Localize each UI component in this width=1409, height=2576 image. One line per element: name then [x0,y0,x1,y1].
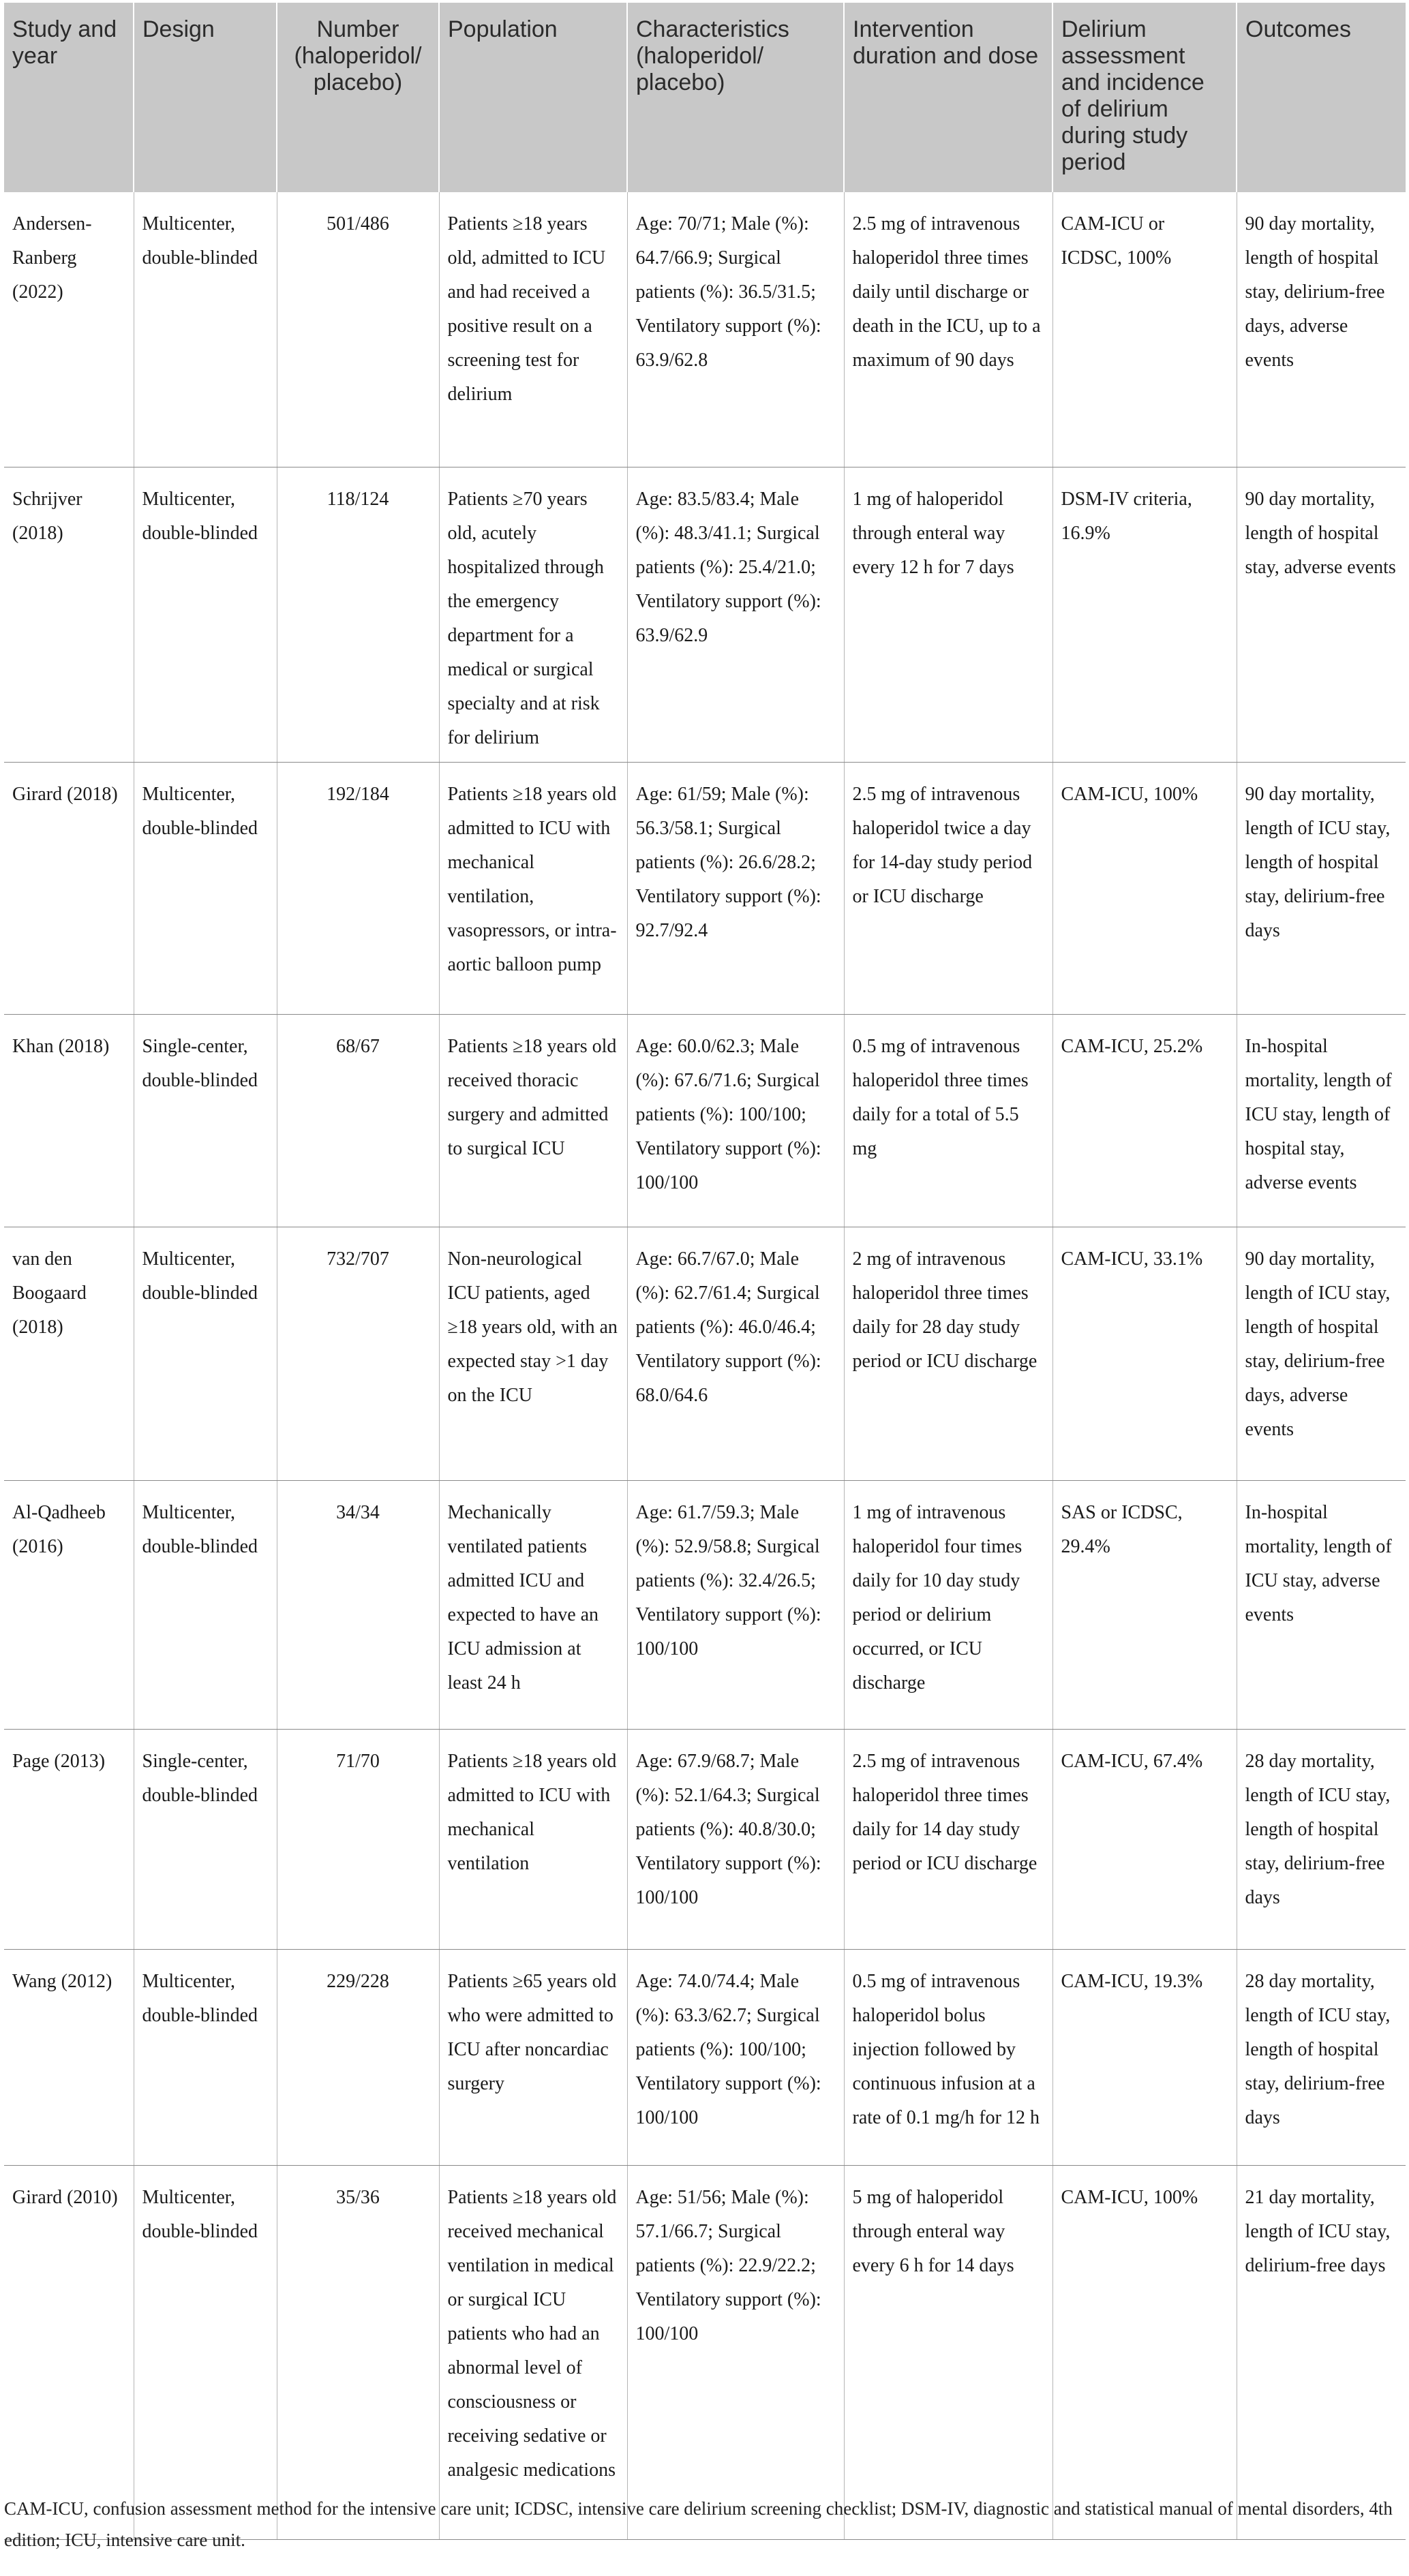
cell-outcomes: 90 day mortality, length of ICU stay, length of hospital stay, delirium-free days [1237,762,1406,1014]
cell-delirium: SAS or ICDSC, 29.4% [1052,1480,1237,1729]
header-characteristics: Characteristics (haloperidol/ placebo) [627,3,844,192]
cell-design: Single-center, double-blinded [134,1014,277,1227]
header-intervention: Intervention duration and dose [844,3,1052,192]
cell-population: Patients ≥18 years old admitted to ICU with mechanical ventilation [439,1729,627,1949]
table-row [4,1729,1406,1949]
cell-number: 71/70 [277,1729,439,1949]
cell-population: Patients ≥70 years old, acutely hospitalized through the emergency department for a medical or surgical specialty and at risk for delirium [439,467,627,762]
cell-population: Patients ≥65 years old who were admitted to ICU after noncardiac surgery [439,1949,627,2165]
cell-outcomes: 28 day mortality, length of ICU stay, length of hospital stay, delirium-free days [1237,1949,1406,2165]
table-row [4,192,1406,467]
cell-population: Patients ≥18 years old received mechanical ventilation in medical or surgical ICU patients who had an abnormal level of consciousness or receiving sedative or analgesic medications [439,2165,627,2539]
table-row [4,467,1406,762]
cell-design: Multicenter, double-blinded [134,762,277,1014]
cell-characteristics: Age: 66.7/67.0; Male (%): 62.7/61.4; Surgical patients (%): 46.0/46.4; Ventilatory support (%): 68.0/64.6 [627,1227,844,1480]
cell-intervention: 2.5 mg of intravenous haloperidol three times daily for 14 day study period or ICU discharge [844,1729,1052,1949]
cell-study: Wang (2012) [4,1949,134,2165]
cell-outcomes: 21 day mortality, length of ICU stay, delirium-free days [1237,2165,1406,2539]
table-row [4,1949,1406,2165]
study-characteristics-table [4,3,1406,2540]
cell-number: 118/124 [277,467,439,762]
cell-study: Andersen-Ranberg (2022) [4,192,134,467]
cell-outcomes: 90 day mortality, length of ICU stay, length of hospital stay, delirium-free days, adverse events [1237,1227,1406,1480]
cell-delirium: DSM-IV criteria, 16.9% [1052,467,1237,762]
cell-delirium: CAM-ICU, 100% [1052,762,1237,1014]
cell-number: 732/707 [277,1227,439,1480]
cell-study: Al-Qadheeb (2016) [4,1480,134,1729]
cell-outcomes: 28 day mortality, length of ICU stay, length of hospital stay, delirium-free days [1237,1729,1406,1949]
cell-characteristics: Age: 61.7/59.3; Male (%): 52.9/58.8; Surgical patients (%): 32.4/26.5; Ventilatory support (%): 100/100 [627,1480,844,1729]
cell-study: Khan (2018) [4,1014,134,1227]
cell-characteristics: Age: 61/59; Male (%): 56.3/58.1; Surgical patients (%): 26.6/28.2; Ventilatory support (%): 92.7/92.4 [627,762,844,1014]
cell-characteristics: Age: 67.9/68.7; Male (%): 52.1/64.3; Surgical patients (%): 40.8/30.0; Ventilatory support (%): 100/100 [627,1729,844,1949]
header-outcomes: Outcomes [1237,3,1406,192]
cell-characteristics: Age: 74.0/74.4; Male (%): 63.3/62.7; Surgical patients (%): 100/100; Ventilatory support (%): 100/100 [627,1949,844,2165]
cell-number: 34/34 [277,1480,439,1729]
cell-design: Multicenter, double-blinded [134,1949,277,2165]
cell-outcomes: In-hospital mortality, length of ICU stay, length of hospital stay, adverse events [1237,1014,1406,1227]
cell-number: 68/67 [277,1014,439,1227]
cell-number: 229/228 [277,1949,439,2165]
cell-number: 192/184 [277,762,439,1014]
cell-delirium: CAM-ICU, 67.4% [1052,1729,1237,1949]
cell-design: Multicenter, double-blinded [134,1480,277,1729]
table-row [4,1227,1406,1480]
cell-characteristics: Age: 51/56; Male (%): 57.1/66.7; Surgical patients (%): 22.9/22.2; Ventilatory support (%): 100/100 [627,2165,844,2539]
cell-intervention: 2.5 mg of intravenous haloperidol three times daily until discharge or death in the ICU, up to a maximum of 90 days [844,192,1052,467]
cell-number: 501/486 [277,192,439,467]
cell-design: Multicenter, double-blinded [134,2165,277,2539]
table-footnote: CAM-ICU, confusion assessment method for the intensive care unit; ICDSC, intensive care delirium screening checklist; DSM-IV, diagnostic and statistical manual of mental disorders, 4th edition; ICU, intensive care unit. [4,2498,1393,2550]
cell-delirium: CAM-ICU, 100% [1052,2165,1237,2539]
table-body [4,192,1406,2539]
cell-study: Page (2013) [4,1729,134,1949]
cell-design: Multicenter, double-blinded [134,467,277,762]
cell-study: Schrijver (2018) [4,467,134,762]
header-design: Design [134,3,277,192]
table-header [4,3,1406,192]
cell-intervention: 1 mg of intravenous haloperidol four times daily for 10 day study period or delirium occurred, or ICU discharge [844,1480,1052,1729]
cell-population: Patients ≥18 years old, admitted to ICU and had received a positive result on a screening test for delirium [439,192,627,467]
cell-characteristics: Age: 60.0/62.3; Male (%): 67.6/71.6; Surgical patients (%): 100/100; Ventilatory support (%): 100/100 [627,1014,844,1227]
table-row [4,1014,1406,1227]
table-row [4,2165,1406,2539]
header-population: Population [439,3,627,192]
cell-intervention: 1 mg of haloperidol through enteral way every 12 h for 7 days [844,467,1052,762]
cell-intervention: 5 mg of haloperidol through enteral way every 6 h for 14 days [844,2165,1052,2539]
cell-intervention: 2 mg of intravenous haloperidol three times daily for 28 day study period or ICU discharge [844,1227,1052,1480]
cell-design: Multicenter, double-blinded [134,192,277,467]
cell-study: Girard (2018) [4,762,134,1014]
cell-characteristics: Age: 83.5/83.4; Male (%): 48.3/41.1; Surgical patients (%): 25.4/21.0; Ventilatory support (%): 63.9/62.9 [627,467,844,762]
cell-characteristics: Age: 70/71; Male (%): 64.7/66.9; Surgical patients (%): 36.5/31.5; Ventilatory support (%): 63.9/62.8 [627,192,844,467]
cell-intervention: 0.5 mg of intravenous haloperidol three times daily for a total of 5.5 mg [844,1014,1052,1227]
cell-delirium: CAM-ICU, 33.1% [1052,1227,1237,1480]
header-number: Number (haloperidol/ placebo) [277,3,439,192]
cell-intervention: 0.5 mg of intravenous haloperidol bolus injection followed by continuous infusion at a rate of 0.1 mg/h for 12 h [844,1949,1052,2165]
cell-intervention: 2.5 mg of intravenous haloperidol twice a day for 14-day study period or ICU discharge [844,762,1052,1014]
cell-design: Single-center, double-blinded [134,1729,277,1949]
cell-outcomes: 90 day mortality, length of hospital stay, delirium-free days, adverse events [1237,192,1406,467]
cell-population: Non-neurological ICU patients, aged ≥18 years old, with an expected stay >1 day on the ICU [439,1227,627,1480]
cell-number: 35/36 [277,2165,439,2539]
header-row [4,3,1406,192]
cell-population: Patients ≥18 years old admitted to ICU with mechanical ventilation, vasopressors, or intra-aortic balloon pump [439,762,627,1014]
cell-design: Multicenter, double-blinded [134,1227,277,1480]
cell-delirium: CAM-ICU, 25.2% [1052,1014,1237,1227]
header-delirium: Delirium assessment and incidence of delirium during study period [1052,3,1237,192]
cell-study: van den Boogaard (2018) [4,1227,134,1480]
cell-outcomes: In-hospital mortality, length of ICU stay, adverse events [1237,1480,1406,1729]
header-study: Study and year [4,3,134,192]
cell-population: Patients ≥18 years old received thoracic surgery and admitted to surgical ICU [439,1014,627,1227]
cell-study: Girard (2010) [4,2165,134,2539]
cell-outcomes: 90 day mortality, length of hospital stay, adverse events [1237,467,1406,762]
table-row [4,762,1406,1014]
table-row [4,1480,1406,1729]
cell-population: Mechanically ventilated patients admitted ICU and expected to have an ICU admission at least 24 h [439,1480,627,1729]
cell-delirium: CAM-ICU, 19.3% [1052,1949,1237,2165]
cell-delirium: CAM-ICU or ICDSC, 100% [1052,192,1237,467]
